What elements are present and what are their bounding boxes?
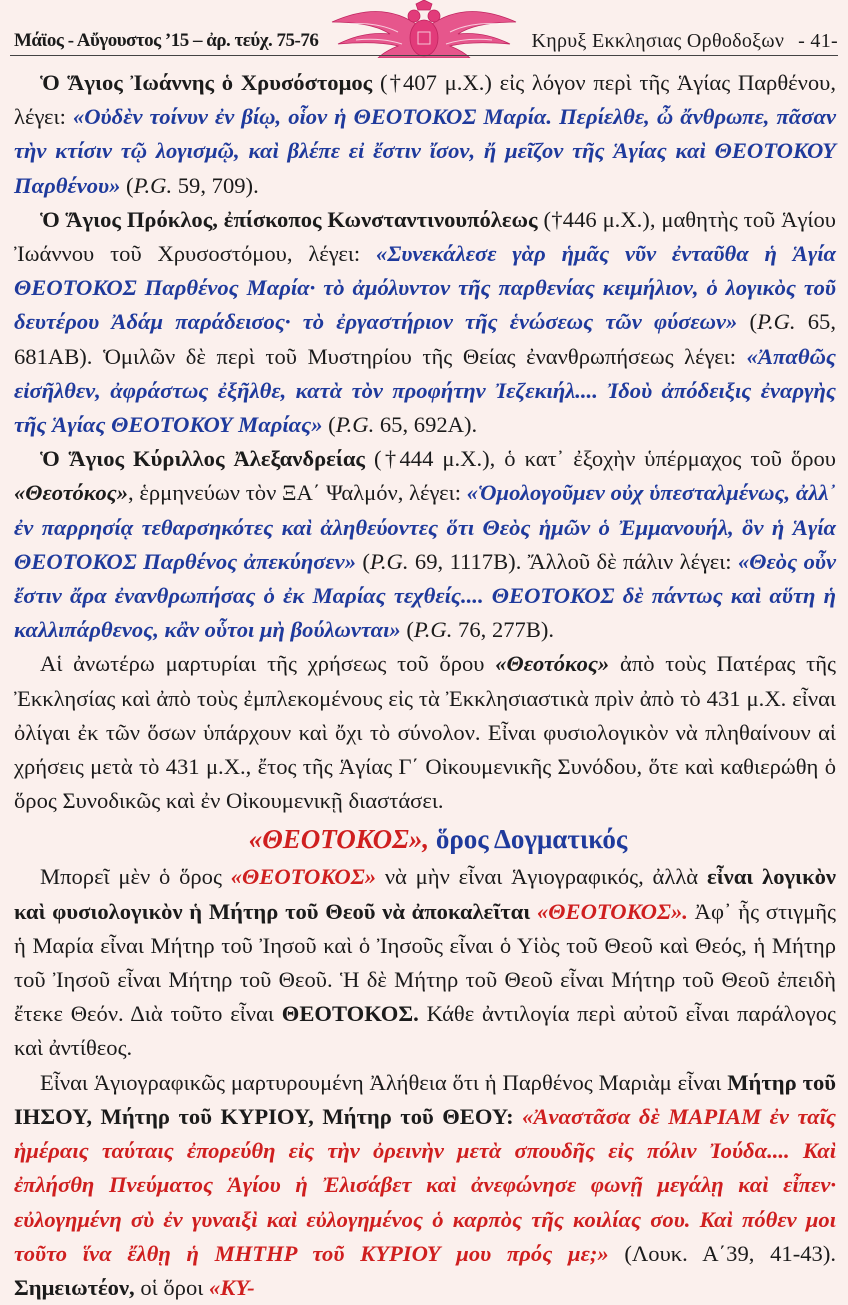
citation: P.G. <box>413 617 453 643</box>
double-headed-eagle-icon <box>328 0 520 58</box>
text <box>530 899 537 924</box>
text: ( <box>400 617 414 643</box>
paragraph-cyril <box>14 442 836 647</box>
article-body <box>14 66 836 1305</box>
text: ( <box>322 412 336 438</box>
heading-text: ὅρος Δογματικός <box>429 824 628 855</box>
page-number: - 41- <box>798 30 838 52</box>
paragraph-summary <box>14 647 836 818</box>
paragraph-dogmatic <box>14 860 836 1065</box>
saint-name: Ὁ Ἅγιος Πρόκλος, ἐπίσκοπος Κωνσταντινουπόλεως <box>40 206 538 232</box>
header-rule <box>10 55 838 56</box>
text: ( <box>120 172 134 198</box>
citation: P.G. <box>133 172 173 198</box>
text: 59, 709). <box>172 172 259 198</box>
text: νὰ μὴν εἶναι Ἁγιογραφικός, ἀλλὰ <box>376 864 707 890</box>
issue-info: Μάϊος - Αὔγουστος ’15 – ἀρ. τεύχ. 75-76 <box>14 30 319 51</box>
term: «Θεοτόκος» <box>495 651 610 677</box>
text: οἱ ὅροι <box>134 1274 209 1300</box>
citation: P.G. <box>757 309 796 335</box>
text: Μπορεῖ μὲν ὁ ὅρος <box>40 864 231 890</box>
text: (Λουκ. Α΄39, 41-43). <box>608 1240 836 1266</box>
text: 65, 681AB). Ὁμιλῶν δὲ περὶ τοῦ Μυστηρίου τῆς Θείας ἐνανθρωπήσεως λέγει: <box>14 309 836 369</box>
bold-text: ΘΕΟΤΟΚΟΣ. <box>281 1001 419 1027</box>
bold-text: Σημειωτέον, <box>14 1274 135 1300</box>
page-header <box>0 0 848 64</box>
text <box>514 1104 523 1129</box>
text: (†446 μ.Χ.), μαθητὴς τοῦ Ἁγίου Ἰωάννου τοῦ Χρυσοστόμου, λέγει: <box>14 206 836 267</box>
citation: P.G. <box>369 548 409 574</box>
text: 69, 1117B). Ἄλλοῦ δὲ πάλιν λέγει: <box>408 548 738 574</box>
text: (†407 μ.Χ.) εἰς λόγον περὶ τῆς Ἁγίας Παρθένου, λέγει: <box>14 70 836 130</box>
text: ἀπὸ τοὺς Πατέρας τῆς Ἐκκλησίας καὶ ἀπὸ τοὺς ἐμπλεκομένους εἰς τὰ Ἐκκλησιαστικὰ πρὶν ἀπὸ τὸ 431 μ.Χ. εἶναι ὀλίγαι ἐκ τῶν ὅσων ὑπάρχουν καὶ ὄχι τὸ σύνολον. Εἶναι φυσιολογικὸν νὰ πληθαίνουν αἱ χρήσεις μετὰ τὸ 431 μ.Χ., ἔτος τῆς Ἁγίας Γ΄ Οἰκουμενικῆς Συνόδου, ὅτε καὶ καθιερώθη ὁ ὅρος Συνοδικῶς καὶ ἐν Οἰκουμενικῇ διαστάσει. <box>14 651 836 814</box>
paragraph-chrysostom <box>14 66 836 203</box>
text: , ἑρμηνεύων τὸν ΞΑ΄ Ψαλμόν, λέγει: <box>128 480 467 506</box>
bold-text: εἶναι λογικὸν καὶ φυσιολογικὸν ἡ Μήτηρ τοῦ Θεοῦ νὰ ἀποκαλεῖται <box>14 864 836 924</box>
heading-term: «ΘΕΟΤΟΚΟΣ», <box>248 824 430 855</box>
term: «Θεοτόκος» <box>14 480 128 506</box>
quote: «Οὐδὲν τοίνυν ἐν βίῳ, οἷον ἡ ΘΕΟΤΟΚΟΣ Μαρία. Περίελθε, ὦ ἄνθρωπε, πᾶσαν τὴν κτίσιν τῷ λογισμῷ, καὶ βλέπε εἰ ἔστιν ἴσον, ἤ μεῖζον τῆς Ἁγίας καὶ ΘΕΟΤΟΚΟΥ Παρθένου» <box>14 104 836 198</box>
text: Ἀφ᾽ ἧς στιγμῆς ἡ Μαρία εἶναι Μήτηρ τοῦ Ἰησοῦ καὶ ὁ Ἰησοῦς εἶναι ὁ Υἱὸς τοῦ Θεοῦ καὶ Θεός, ἡ Μήτηρ τοῦ Ἰησοῦ εἶναι Μήτηρ τοῦ Θεοῦ. Ἡ δὲ Μήτηρ τοῦ Θεοῦ εἶναι Μήτηρ τοῦ Θεοῦ ἐπειδὴ ἔτεκε Θεόν. Διὰ τοῦτο εἶναι <box>14 898 836 1027</box>
saint-name: Ὁ Ἅγιος Κύριλλος Ἀλεξανδρείας <box>40 446 365 472</box>
quote: «Ὁμολογοῦμεν οὐχ ὑπεσταλμένως, ἀλλ᾽ ἐν παρρησίᾳ τεθαρσηκότες καὶ ἀληθεύοντες ὅτι Θεὸς ἡμῶν ὁ Ἐμμανουήλ, ὃν ἡ Ἁγία ΘΕΟΤΟΚΟΣ Παρθένος ἀπεκύησεν» <box>14 480 836 574</box>
term: «ΘΕΟΤΟΚΟΣ» <box>230 864 377 890</box>
quote: «Ἀπαθῶς εἰσῆλθεν, ἀφράστως ἐξῆλθε, κατὰ τὸν προφήτην Ἰεζεκιήλ.... Ἰδοὺ ἀπόδειξις ἐναργὴς τῆς Ἁγίας ΘΕΟΤΟΚΟΥ Μαρίας» <box>14 343 836 438</box>
term: «ΚΥ- <box>208 1274 255 1300</box>
text: Κάθε ἀντιλογία περὶ αὐτοῦ εἶναι παράλογος καὶ ἀντίθεος. <box>14 1001 836 1061</box>
text: ( <box>737 309 758 335</box>
saint-name: Ὁ Ἅγιος Ἰωάννης ὁ Χρυσόστομος <box>40 70 373 95</box>
journal-name: Κηρυξ Εκκλησιας Ορθοδοξων <box>531 30 785 52</box>
paragraph-proclus <box>14 203 836 442</box>
text: (†444 μ.Χ.), ὁ κατ᾽ ἐξοχὴν ὑπέρμαχος τοῦ ὅρου <box>364 446 836 472</box>
bold-text: Μήτηρ τοῦ ΙΗΣΟΥ, Μήτηρ τοῦ ΚΥΡΙΟΥ, Μήτηρ τοῦ ΘΕΟΥ: <box>14 1069 837 1129</box>
section-heading <box>14 818 836 860</box>
quote: «Ἀναστᾶσα δὲ ΜΑΡΙΑΜ ἐν ταῖς ἡμέραις ταύταις ἐπορεύθη εἰς τὴν ὀρεινὴν μετὰ σπουδῆς εἰς πόλιν Ἰούδα.... Καὶ ἐπλήσθη Πνεύματος Ἁγίου ἡ Ἐλισάβετ καὶ ἀνεφώνησε φωνῇ μεγάλῃ καὶ εἶπεν· εὐλογημένη σὺ ἐν γυναιξὶ καὶ εὐλογημένος ὁ καρπὸς τῆς κοιλίας σου. Καὶ πόθεν μοι τοῦτο ἵνα ἔλθῃ ἡ ΜΗΤΗΡ τοῦ ΚΥΡΙΟΥ μου πρός με;» <box>14 1103 836 1266</box>
text: 76, 277B). <box>452 617 555 643</box>
text: ( <box>356 548 370 574</box>
citation: P.G. <box>335 412 375 438</box>
quote: «Θεὸς οὖν ἔστιν ἄρα ἐνανθρωπήσας ὁ ἐκ Μαρίας τεχθείς.... ΘΕΟΤΟΚΟΣ δὲ πάντως καὶ αὕτη ἡ καλλιπάρθενος, κἂν οὗτοι μὴ βούλωνται» <box>14 548 836 643</box>
journal-title <box>532 30 839 53</box>
text: 65, 692A). <box>374 412 478 438</box>
term: «ΘΕΟΤΟΚΟΣ». <box>536 898 688 924</box>
quote: «Συνεκάλεσε γὰρ ἡμᾶς νῦν ἐνταῦθα ἡ Ἁγία ΘΕΟΤΟΚΟΣ Παρθένος Μαρία· τὸ ἀμόλυντον τῆς παρθενίας κειμήλιον, ὁ λογικὸς τοῦ δευτέρου Ἀδάμ παράδεισος· τὸ ἐργαστήριον τῆς ἑνώσεως τῶν φύσεων» <box>14 241 836 335</box>
text: Αἱ ἀνωτέρω μαρτυρίαι τῆς χρήσεως τοῦ ὅρου <box>40 651 496 677</box>
text: Εἶναι Ἁγιογραφικῶς μαρτυρουμένη Ἀλήθεια ὅτι ἡ Παρθένος Μαριὰμ εἶναι <box>40 1069 728 1095</box>
paragraph-scripture <box>14 1066 836 1305</box>
